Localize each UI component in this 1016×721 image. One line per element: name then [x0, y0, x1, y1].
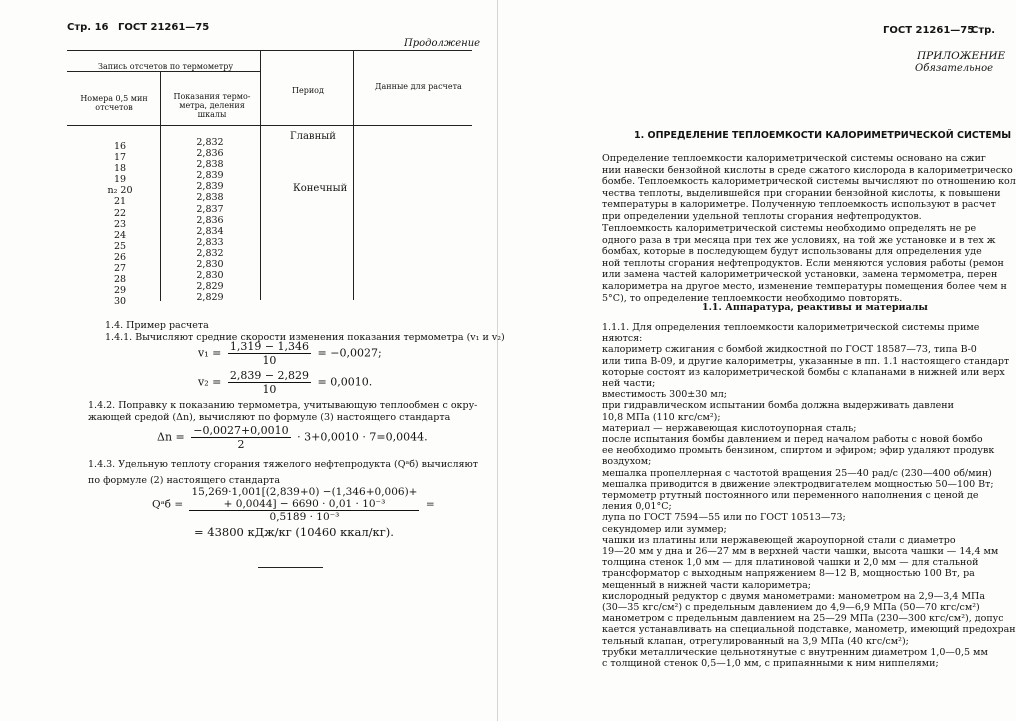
- appendix-subtitle: Обязательное: [915, 63, 994, 74]
- text-line: материал — нержавеющая кислотоупорная сталь;: [602, 422, 857, 434]
- text-line: Определение теплоемкости калориметрической системы основано на сжиг: [602, 153, 986, 164]
- thermometer-reading: 2,829: [196, 281, 224, 293]
- subsection-title: 1.1. Аппаратура, реактивы и материалы: [702, 302, 928, 313]
- thermometer-reading: 2,832: [196, 247, 224, 259]
- table-header-calc-data: Данные для расчета: [375, 82, 462, 91]
- text-line: 1.1.1. Для определения теплоемкости калориметрической системы приме: [602, 322, 980, 333]
- paragraph-1-4-1: 1.4.1. Вычисляют средние скорости изменения показания термометра (v₁ и v₂): [105, 332, 505, 343]
- reading-number: 23: [113, 218, 127, 230]
- standard-number: ГОСТ 21261—75: [883, 25, 975, 36]
- formula-q-den: 0,5189 · 10⁻³: [269, 511, 340, 523]
- text-line: тельный клапан, отрегулированный на 3,9 МПа (40 кгс/см²);: [602, 635, 909, 647]
- page-number: Стр.: [971, 25, 996, 36]
- text-line: ее необходимо промыть бензином, спиртом и эфиром; эфир удаляют продувк: [602, 445, 995, 457]
- reading-numbers-column: [90, 141, 150, 307]
- formula-v1-lhs: v₁ =: [198, 346, 222, 360]
- text-line: кается устанавливать на специальной подставке, манометр, имеющий предохран: [602, 624, 1016, 636]
- end-rule: [258, 567, 323, 568]
- period-final: Конечный: [293, 183, 348, 194]
- text-line: мещенный в нижней части калориметра;: [602, 579, 811, 591]
- formula-v1-num: 1,319 − 1,346: [229, 340, 310, 353]
- text-line: няются:: [602, 333, 643, 345]
- reading-number: 27: [113, 263, 127, 275]
- text-line: бомбах, которые в последующем будут использованы для определения уде: [602, 246, 982, 258]
- reading-number: 25: [113, 240, 127, 252]
- reading-number: 19: [113, 174, 127, 186]
- text-line: Теплоемкость калориметрической системы необходимо определять не ре: [602, 223, 977, 234]
- reading-number: 29: [113, 285, 127, 297]
- text-line: лупа по ГОСТ 7594—55 или по ГОСТ 10513—73;: [602, 512, 846, 524]
- text-line: чества теплоты, выделившейся при сгорании бензойной кислоты, к повышени: [602, 187, 1001, 199]
- text-line: манометром с предельным давлением на 25—29 МПа (230—300 кгс/см²), допус: [602, 613, 1004, 625]
- text-line: при определении удельной теплоты сгорания нефтепродуктов.: [602, 210, 922, 222]
- reading-number: 28: [113, 274, 127, 286]
- formula-v2-rhs: = 0,0010.: [317, 375, 373, 389]
- table-header-readings-no: Номера 0,5 мин отсчетов: [80, 94, 148, 112]
- formula-heat-of-combustion: [152, 486, 435, 523]
- text-line: которые состоят из калориметрической бомбы с клапанами в нижней или верх: [602, 366, 1005, 378]
- reading-number: 22: [113, 207, 127, 219]
- table-header-period: Период: [292, 86, 324, 95]
- reading-number: 16: [113, 141, 127, 152]
- formula-q-result: = 43800 кДж/кг (10460 ккал/кг).: [194, 525, 394, 539]
- formula-dn-rhs: · 3+0,0010 · 7=0,0044.: [297, 430, 428, 444]
- formula-dn-lhs: Δn =: [157, 430, 185, 444]
- text-line: ной теплоты сгорания нефтепродуктов. Если меняются условия работы (ремон: [602, 257, 1004, 269]
- thermometer-reading: 2,838: [196, 159, 224, 171]
- formula-dn-den: 2: [237, 438, 245, 451]
- paragraph-1-4-2-line1: 1.4.2. Поправку к показанию термометра, учитывающую теплообмен с окру-: [88, 400, 478, 411]
- text-line: толщина стенок 1,0 мм — для платиновой чашки и 2,0 мм — для стальной: [602, 557, 979, 569]
- text-line: или типа В-09, и другие калориметры, указанные в пп. 1.1 настоящего стандарт: [602, 355, 1010, 367]
- reading-number: 18: [113, 163, 127, 175]
- formula-q-lhs: Qᵃб =: [152, 498, 184, 511]
- text-line: бомбе. Теплоемкость калориметрической системы вычисляют по отношению кол: [602, 176, 1016, 188]
- text-line: чашки из платины или нержавеющей жароупорной стали с диаметро: [602, 534, 956, 546]
- text-line: калориметра на другое место, изменение температуры помещения более чем н: [602, 280, 1007, 292]
- paragraph-intro: [602, 153, 1016, 223]
- formula-q-num-line2: + 0,0044] − 6690 · 0,01 · 10⁻³: [223, 498, 386, 510]
- reading-number: 24: [113, 229, 127, 241]
- period-main: Главный: [290, 131, 336, 142]
- reading-number: 17: [113, 152, 127, 164]
- text-line: (30—35 кгс/см²) с предельным давлением до 4,9—6,9 МПа (50—70 кгс/см²): [602, 602, 980, 614]
- formula-v1-den: 10: [262, 354, 277, 367]
- reading-number: 30: [113, 296, 127, 308]
- text-line: при гидравлическом испытании бомба должна выдерживать давлени: [602, 400, 954, 412]
- text-line: воздухом;: [602, 456, 652, 468]
- thermometer-reading: 2,830: [196, 270, 224, 282]
- paragraph-1-4-3-line2: по формуле (2) настоящего стандарта: [88, 475, 280, 486]
- text-line: мешалка пропеллерная с частотой вращения 25—40 рад/с (230—400 об/мин): [602, 467, 992, 479]
- text-line: секундомер или зуммер;: [602, 523, 727, 535]
- continuation-label: Продолжение: [404, 38, 481, 49]
- thermometer-reading: 2,833: [196, 236, 224, 248]
- reading-number: 26: [113, 251, 127, 263]
- formula-v2-den: 10: [262, 383, 277, 396]
- text-line: мешалка приводится в движение электродвигателем мощностью 50—100 Вт;: [602, 478, 994, 490]
- thermometer-readings-column: [180, 137, 240, 303]
- text-line: 5°С), то определение теплоемкости необходимо повторять.: [602, 292, 903, 304]
- reading-number: n₂ 20: [107, 185, 133, 197]
- appendix-title: ПРИЛОЖЕНИЕ: [917, 50, 1006, 62]
- thermometer-reading: 2,838: [196, 192, 224, 204]
- text-line: с толщиной стенок 0,5—1,0 мм, с припаянными к ним ниппелями;: [602, 658, 939, 670]
- formula-q-num-line1: 15,269·1,001[(2,839+0) −(1,346+0,006)+: [191, 486, 418, 498]
- text-line: термометр ртутный постоянного или переменного наполнения с ценой де: [602, 490, 979, 502]
- thermometer-reading: 2,837: [196, 203, 224, 215]
- thermometer-reading: 2,834: [196, 225, 224, 237]
- paragraph-equipment-list: [602, 322, 1016, 669]
- formula-v2: [198, 369, 372, 396]
- paragraph-frequency: [602, 223, 1007, 304]
- text-line: кислородный редуктор с двумя манометрами: манометром на 2,9—3,4 МПа: [602, 590, 985, 602]
- thermometer-reading: 2,829: [196, 292, 224, 304]
- formula-delta-n: [157, 424, 428, 451]
- section-title: 1. ОПРЕДЕЛЕНИЕ ТЕПЛОЕМКОСТИ КАЛОРИМЕТРИЧЕСКОЙ СИСТЕМЫ: [634, 130, 1012, 141]
- text-line: или замена частей калориметрической установки, замена термометра, перен: [602, 269, 998, 281]
- text-line: вместимость 300±30 мл;: [602, 389, 727, 401]
- formula-v1: [198, 340, 382, 367]
- table-group-header: Запись отсчетов по термометру: [98, 62, 234, 71]
- text-line: ления 0,01°С;: [602, 501, 672, 513]
- formula-v1-rhs: = −0,0027;: [317, 346, 382, 360]
- reading-number: 21: [113, 196, 127, 208]
- formula-v2-lhs: v₂ =: [198, 375, 222, 389]
- thermometer-reading: 2,836: [196, 148, 224, 160]
- formula-dn-num: −0,0027+0,0010: [193, 424, 289, 437]
- thermometer-reading: 2,832: [196, 137, 224, 148]
- paragraph-1-4-2-line2: жающей средой (Δn), вычисляют по формуле (3) настоящего стандарта: [88, 412, 451, 423]
- thermometer-reading: 2,836: [196, 214, 224, 226]
- left-page: [0, 0, 505, 721]
- text-line: нии навески бензойной кислоты в среде сжатого кислорода в калориметрическо: [602, 164, 1013, 176]
- standard-number: ГОСТ 21261—75: [118, 22, 210, 33]
- page-number: Стр. 16: [67, 22, 109, 33]
- thermometer-reading: 2,839: [196, 181, 224, 193]
- text-line: трубки металлические цельнотянутые с внутренним диаметром 1,0—0,5 мм: [602, 646, 988, 658]
- text-line: одного раза в три месяца при тех же условиях, на той же установке и в тех ж: [602, 234, 996, 246]
- text-line: калориметр сжигания с бомбой жидкостной по ГОСТ 18587—73, типа В-0: [602, 344, 977, 356]
- right-page: [497, 0, 1016, 721]
- formula-v2-num: 2,839 − 2,829: [229, 369, 310, 382]
- text-line: 19—20 мм у дна и 26—27 мм в верхней части чашки, высота чашки — 14,4 мм: [602, 546, 999, 558]
- thermometer-reading: 2,830: [196, 259, 224, 271]
- text-line: 10,8 МПа (110 кгс/см²);: [602, 411, 721, 423]
- paragraph-1-4-3-line1: 1.4.3. Удельную теплоту сгорания тяжелого нефтепродукта (Qᵃб) вычисляют: [88, 459, 479, 470]
- text-line: температуры в калориметре. Полученную теплоемкость используют в расчет: [602, 199, 996, 211]
- thermometer-reading: 2,839: [196, 170, 224, 182]
- text-line: ней части;: [602, 378, 656, 390]
- text-line: после испытания бомбы давлением и перед началом работы с новой бомбо: [602, 434, 983, 446]
- text-line: трансформатор с выходным напряжением 8—12 В, мощностью 100 Вт, ра: [602, 568, 975, 580]
- section-1-4-title: 1.4. Пример расчета: [105, 320, 209, 331]
- table-header-thermometer: Показания термо-метра, деления шкалы: [173, 92, 251, 119]
- formula-q-eq: =: [425, 498, 435, 511]
